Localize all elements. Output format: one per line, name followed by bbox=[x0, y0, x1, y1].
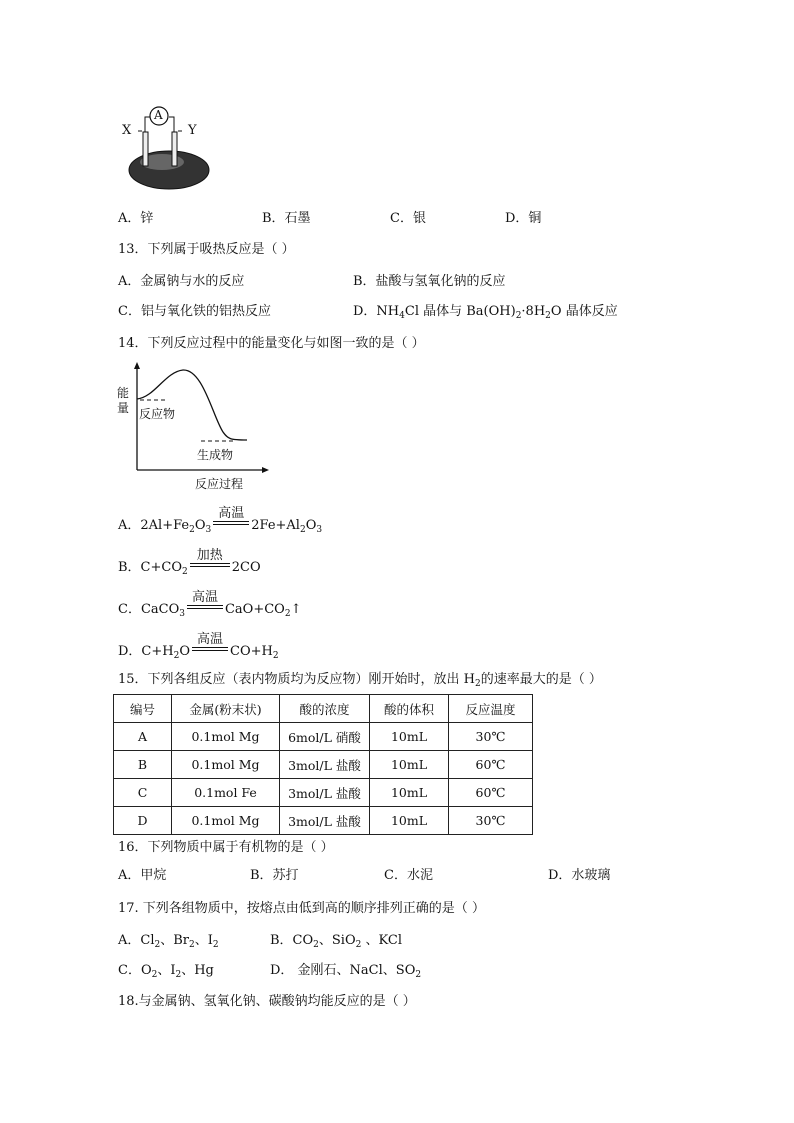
q17-stem: 17. 下列各组物质中，按熔点由低到高的顺序排列正确的是（ ） bbox=[118, 901, 485, 916]
table-cell: 10mL bbox=[370, 807, 449, 835]
table-cell: 10mL bbox=[370, 751, 449, 779]
table-header: 酸的浓度 bbox=[280, 695, 370, 723]
reactant-label: 反应物 bbox=[139, 407, 176, 421]
table-row bbox=[114, 723, 533, 751]
table-cell: 30℃ bbox=[449, 807, 533, 835]
q14-option-d: D．$C+H_2O$ 高温 $CO+H_2$ bbox=[118, 632, 279, 661]
table-cell: 0.1mol Mg bbox=[172, 807, 280, 835]
energy-axis-label-1: 能 bbox=[117, 386, 130, 400]
lemon-battery-figure bbox=[118, 100, 218, 195]
q16-option-d: D．水玻璃 bbox=[548, 868, 611, 883]
energy-diagram bbox=[115, 362, 275, 492]
table-cell: B bbox=[114, 751, 172, 779]
table-cell: 10mL bbox=[370, 779, 449, 807]
q17-option-a: A．$Cl_2$、$Br_2$、$I_2$ bbox=[118, 933, 219, 950]
reaction-condition: 高温 bbox=[191, 590, 218, 605]
table-row bbox=[114, 779, 533, 807]
reaction-condition: 高温 bbox=[197, 632, 224, 647]
q12-option-c: C．银 bbox=[390, 211, 426, 226]
table-header: 编号 bbox=[114, 695, 172, 723]
table-header: 反应温度 bbox=[449, 695, 533, 723]
q13-option-a: A．金属钠与水的反应 bbox=[118, 274, 245, 289]
lemon-battery-drawing bbox=[118, 100, 218, 195]
table-row bbox=[114, 807, 533, 835]
q18-stem: 18.与金属钠、氢氧化钠、碳酸钠均能反应的是（ ） bbox=[118, 994, 416, 1009]
reaction-condition: 高温 bbox=[218, 506, 245, 521]
q12-option-a: A．锌 bbox=[118, 211, 154, 226]
table-header: 酸的体积 bbox=[370, 695, 449, 723]
q13-stem: 13．下列属于吸热反应是（ ） bbox=[118, 242, 295, 257]
q17-option-d: D． 金刚石、NaCl、$SO_2$ bbox=[270, 963, 422, 980]
reaction-progress-label: 反应过程 bbox=[195, 477, 244, 491]
reaction-table bbox=[113, 694, 533, 835]
product-label: 生成物 bbox=[197, 448, 234, 462]
q17-option-c: C．$O_2$、$I_2$、Hg bbox=[118, 963, 214, 980]
q17-option-b: B．$CO_2$、SiO$_2$ 、KCl bbox=[270, 933, 402, 950]
energy-diagram-drawing bbox=[115, 362, 275, 492]
table-cell: 3mol/L 盐酸 bbox=[280, 807, 370, 835]
q13-option-b: B．盐酸与氢氧化钠的反应 bbox=[353, 274, 506, 289]
q13-option-d: D．$NH_4Cl$ 晶体与 $Ba(OH)_2\cdot 8H_2O$ 晶体反应 bbox=[353, 304, 618, 321]
table-cell: A bbox=[114, 723, 172, 751]
q12-option-d: D．铜 bbox=[505, 211, 542, 226]
table-cell: C bbox=[114, 779, 172, 807]
table-cell: 60℃ bbox=[449, 751, 533, 779]
electrode-x-label: X bbox=[122, 123, 132, 138]
table-row bbox=[114, 751, 533, 779]
table-cell: D bbox=[114, 807, 172, 835]
q14-stem: 14．下列反应过程中的能量变化与如图一致的是（ ） bbox=[118, 336, 425, 351]
q16-stem: 16．下列物质中属于有机物的是（ ） bbox=[118, 840, 334, 855]
q14-option-c: C．CaCO$_3$ 高温 $CaO+CO_2↑$ bbox=[118, 590, 302, 619]
q14-option-a: A．$2Al+Fe_2O_3$ 高温 $2Fe+Al_2O_3$ bbox=[118, 506, 323, 535]
table-cell: 0.1mol Mg bbox=[172, 751, 280, 779]
ammeter-label: A bbox=[154, 108, 163, 122]
q15-stem: 15．下列各组反应（表内物质均为反应物）刚开始时，放出 $H_2$的速率最大的是（ ） bbox=[118, 672, 602, 689]
table-cell: 0.1mol Fe bbox=[172, 779, 280, 807]
table-cell: 0.1mol Mg bbox=[172, 723, 280, 751]
q12-option-b: B．石墨 bbox=[262, 211, 311, 226]
q14-option-b: B．$C+CO_2$ 加热 2CO bbox=[118, 548, 261, 577]
q13-option-c: C．铝与氧化铁的铝热反应 bbox=[118, 304, 271, 319]
table-cell: 6mol/L 硝酸 bbox=[280, 723, 370, 751]
q16-option-c: C．水泥 bbox=[384, 868, 433, 883]
table-cell: 30℃ bbox=[449, 723, 533, 751]
table-cell: 3mol/L 盐酸 bbox=[280, 751, 370, 779]
q16-option-b: B．苏打 bbox=[250, 868, 299, 883]
electrode-y-label: Y bbox=[188, 123, 197, 138]
q16-option-a: A．甲烷 bbox=[118, 868, 167, 883]
table-cell: 10mL bbox=[370, 723, 449, 751]
table-cell: 3mol/L 盐酸 bbox=[280, 779, 370, 807]
energy-axis-label-2: 量 bbox=[117, 401, 130, 415]
table-header: 金属(粉末状) bbox=[172, 695, 280, 723]
reaction-condition: 加热 bbox=[196, 548, 223, 563]
table-header-row bbox=[114, 695, 533, 723]
table-cell: 60℃ bbox=[449, 779, 533, 807]
